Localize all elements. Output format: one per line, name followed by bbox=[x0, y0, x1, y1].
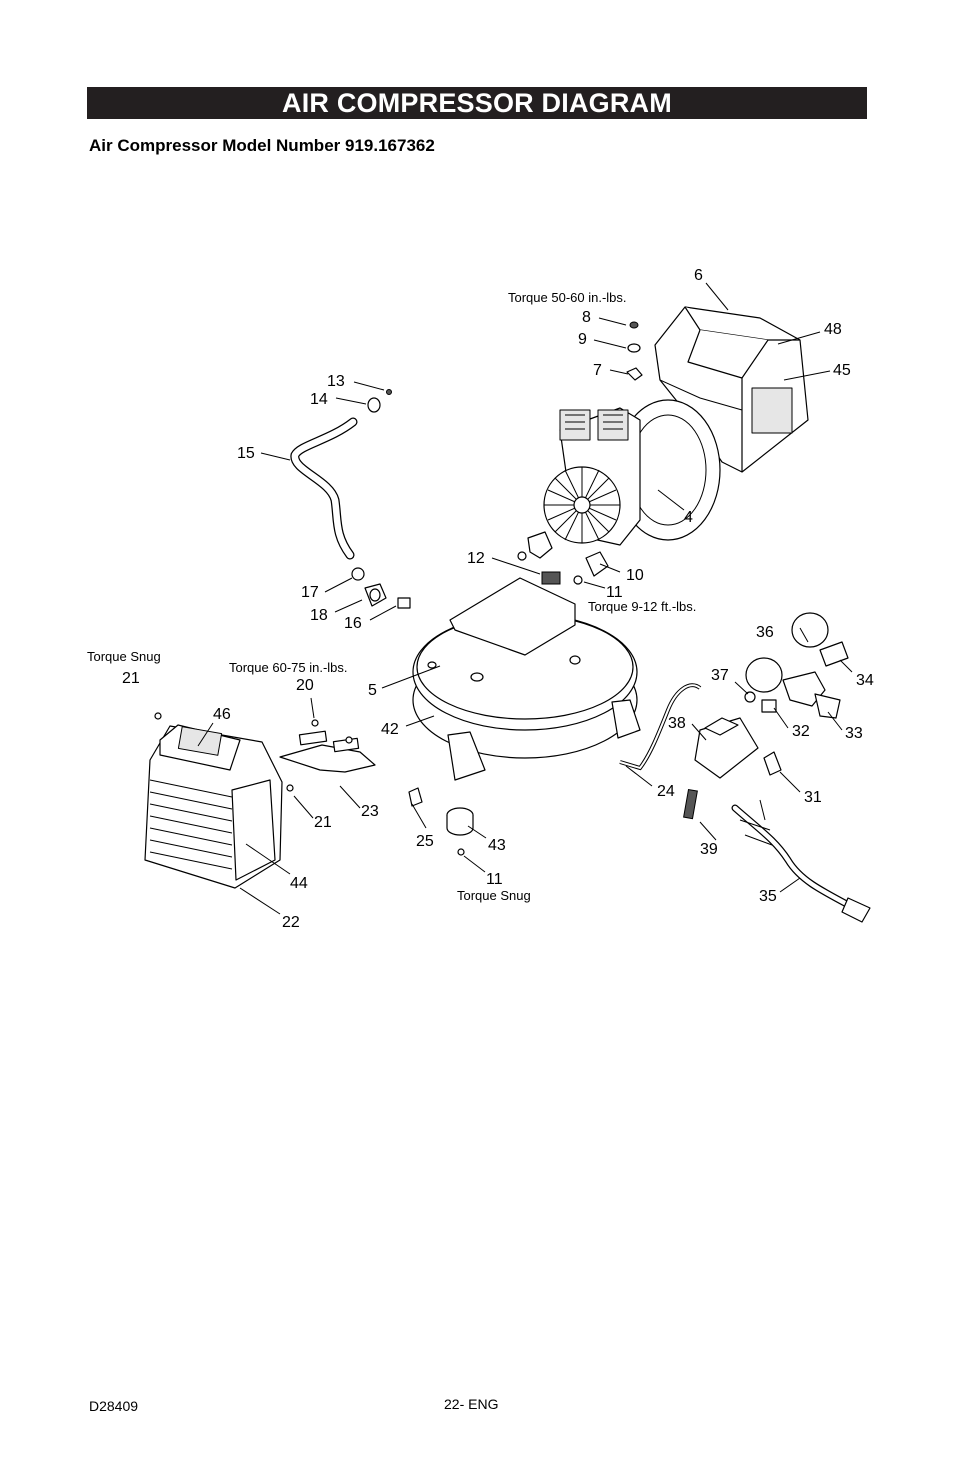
callout-23: 23 bbox=[361, 803, 379, 820]
callout-33: 33 bbox=[845, 725, 863, 742]
callout-45: 45 bbox=[833, 362, 851, 379]
callout-14: 14 bbox=[310, 391, 328, 408]
pressure-switch-assembly bbox=[684, 613, 848, 819]
callout-42: 42 bbox=[381, 721, 399, 738]
callout-46: 46 bbox=[213, 706, 231, 723]
callout-38: 38 bbox=[668, 715, 686, 732]
callout-20: 20 bbox=[296, 677, 314, 694]
hose-part bbox=[295, 422, 353, 555]
callout-39: 39 bbox=[700, 841, 718, 858]
callout-35: 35 bbox=[759, 888, 777, 905]
callout-37: 37 bbox=[711, 667, 729, 684]
callout-17: 17 bbox=[301, 584, 319, 601]
fittings-16-17-18 bbox=[352, 568, 410, 608]
callout-44: 44 bbox=[290, 875, 308, 892]
callout-8: 8 bbox=[582, 309, 591, 326]
callout-11a: 11 bbox=[606, 584, 623, 601]
callout-6: 6 bbox=[694, 267, 703, 284]
note-torque-60-75: Torque 60-75 in.-lbs. bbox=[229, 660, 348, 675]
callout-21b: 21 bbox=[314, 814, 332, 831]
callout-9: 9 bbox=[578, 331, 587, 348]
power-cord-35 bbox=[735, 800, 870, 922]
callout-48: 48 bbox=[824, 321, 842, 338]
callout-18: 18 bbox=[310, 607, 328, 624]
document-number: D28409 bbox=[89, 1398, 139, 1414]
note-torque-snug-bottom: Torque Snug bbox=[457, 888, 531, 903]
small-parts-top bbox=[627, 322, 642, 380]
callout-24: 24 bbox=[657, 783, 675, 800]
callout-36: 36 bbox=[756, 624, 774, 641]
fan-part bbox=[544, 467, 620, 543]
callout-10: 10 bbox=[626, 567, 644, 584]
fittings-13-14 bbox=[368, 390, 392, 413]
callout-11b: 11 bbox=[486, 871, 503, 888]
model-number-heading: Air Compressor Model Number 919.167362 bbox=[89, 136, 435, 155]
callout-43: 43 bbox=[488, 837, 506, 854]
note-torque-9-12: Torque 9-12 ft.-lbs. bbox=[588, 599, 697, 614]
note-torque-50-60: Torque 50-60 in.-lbs. bbox=[508, 290, 627, 305]
page-title: AIR COMPRESSOR DIAGRAM bbox=[282, 88, 672, 118]
callout-32: 32 bbox=[792, 723, 810, 740]
callout-21a: 21 bbox=[122, 670, 140, 687]
callout-12: 12 bbox=[467, 550, 485, 567]
callout-31: 31 bbox=[804, 789, 822, 806]
callout-34: 34 bbox=[856, 672, 874, 689]
callout-22: 22 bbox=[282, 914, 300, 931]
callout-13: 13 bbox=[327, 373, 345, 390]
callout-16: 16 bbox=[344, 615, 362, 632]
note-torque-snug-left: Torque Snug bbox=[87, 649, 161, 664]
callout-4: 4 bbox=[684, 509, 693, 526]
front-shroud-part bbox=[145, 725, 282, 888]
page-number: 22- ENG bbox=[444, 1396, 499, 1412]
callout-15: 15 bbox=[237, 445, 255, 462]
callout-5: 5 bbox=[368, 682, 377, 699]
callout-7: 7 bbox=[593, 362, 602, 379]
callout-25: 25 bbox=[416, 833, 434, 850]
